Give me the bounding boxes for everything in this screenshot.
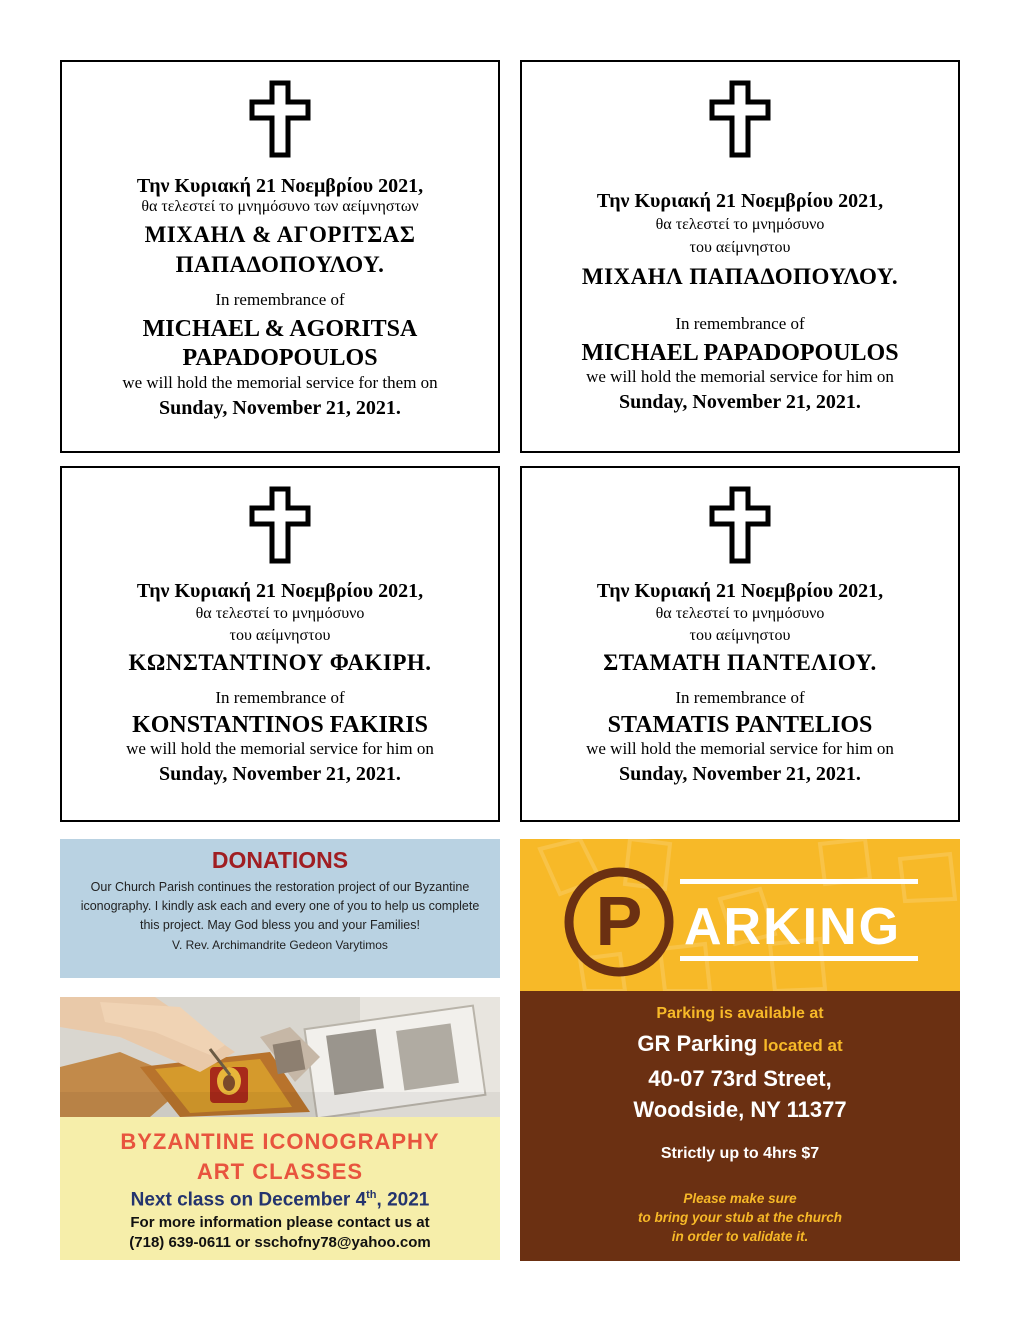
english-name: STAMATIS PANTELIOS — [607, 711, 873, 738]
iconography-photo — [60, 997, 500, 1117]
english-name: MICHAEL PAPADOPOULOS — [581, 339, 899, 366]
remembrance-label: In remembrance of — [675, 314, 805, 334]
parking-address: 40-07 73rd Street, Woodside, NY 11377 — [633, 1066, 847, 1122]
parking-rate: Strictly up to 4hrs $7 — [660, 1145, 820, 1162]
located-at-text: located at — [763, 1036, 843, 1055]
contact-line: For more information please contact us at — [130, 1214, 430, 1231]
greek-date: Την Κυριακή 21 Νοεμβρίου 2021, — [596, 190, 884, 212]
donations-body: Our Church Parish continues the restoration project of our Byzantine iconography. I kindly ask each and every one of you to help us complete this project. May God bless you and your Families! — [80, 880, 480, 932]
contact-details: (718) 639-0611 or sschofny78@yahoo.com — [129, 1234, 431, 1251]
iconography-title-line1: BYZANTINE ICONOGRAPHY — [120, 1129, 440, 1154]
english-name: PAPADOPOULOS — [182, 345, 378, 372]
greek-text: θα τελεστεί το μνημόσυνο — [655, 605, 825, 622]
greek-date: Την Κυριακή 21 Νοεμβρίου 2021, — [596, 580, 884, 602]
greek-text: θα τελεστεί το μνημόσυνο — [195, 605, 365, 622]
cross-icon — [709, 80, 771, 158]
parking-logo-letter: P — [595, 882, 643, 960]
parking-header — [520, 839, 960, 991]
parking-lot — [520, 1031, 960, 1057]
memorial-card-3 — [60, 466, 500, 822]
parking-logo-word: ARKING — [684, 898, 902, 956]
memorial-card-2 — [520, 60, 960, 453]
donations-signature: V. Rev. Archimandrite Gedeon Varytimos — [172, 938, 388, 953]
cross-icon — [249, 486, 311, 564]
remembrance-label: In remembrance of — [675, 688, 805, 708]
greek-name: ΚΩΝΣΤΑΝΤΙΝΟΥ ΦΑΚΙΡΗ. — [128, 649, 432, 675]
greek-name: ΜΙΧΑΗΛ ΠΑΠΑΔΟΠΟΥΛΟΥ. — [581, 263, 899, 289]
service-date: Sunday, November 21, 2021. — [619, 762, 861, 785]
greek-name: ΣΤΑΜΑΤΗ ΠΑΝΤΕΛΙΟΥ. — [603, 649, 877, 675]
greek-text: του αείμνηστου — [689, 627, 791, 645]
service-date: Sunday, November 21, 2021. — [159, 396, 401, 419]
service-text: we will hold the memorial service for him on — [586, 739, 894, 759]
greek-date: Την Κυριακή 21 Νοεμβρίου 2021, — [136, 580, 424, 602]
service-text: we will hold the memorial service for him on — [126, 739, 434, 759]
parking-details — [520, 991, 960, 1261]
iconography-title-line2: ART CLASSES — [196, 1159, 364, 1184]
greek-date: Την Κυριακή 21 Νοεμβρίου 2021, — [136, 175, 424, 197]
contact-info — [60, 1213, 500, 1253]
cross-icon — [709, 486, 771, 564]
donations-title: DONATIONS — [211, 847, 349, 873]
parking-available-text: Parking is available at — [656, 1005, 824, 1022]
cross-icon — [249, 80, 311, 158]
iconography-panel — [60, 997, 500, 1260]
next-class-date: Next class on December 4th, 2021 — [130, 1189, 430, 1211]
greek-text: του αείμνηστου — [689, 239, 791, 257]
service-date: Sunday, November 21, 2021. — [159, 762, 401, 785]
english-name: MICHAEL & AGORITSA — [142, 315, 418, 342]
iconography-title — [60, 1127, 500, 1187]
parking-panel — [520, 839, 960, 1261]
parking-note: Please make sure to bring your stub at the church in order to validate it. — [637, 1191, 842, 1244]
donations-panel — [60, 839, 500, 978]
greek-name: ΠΑΠΑΔΟΠΟΥΛΟΥ. — [175, 251, 385, 277]
service-date: Sunday, November 21, 2021. — [619, 390, 861, 413]
service-text: we will hold the memorial service for him on — [586, 367, 894, 387]
memorial-card-4 — [520, 466, 960, 822]
remembrance-label: In remembrance of — [215, 290, 345, 310]
greek-text: του αείμνηστου — [229, 627, 331, 645]
greek-text: θα τελεστεί το μνημόσυνο των αείμνηστων — [141, 198, 419, 215]
greek-name: ΜΙΧΑΗΛ & ΑΓΟΡΙΤΣΑΣ — [144, 222, 416, 248]
english-name: KONSTANTINOS FAKIRIS — [132, 711, 428, 738]
memorial-card-1 — [60, 60, 500, 453]
greek-text: θα τελεστεί το μνημόσυνο — [655, 216, 825, 233]
parking-lot-name: GR Parking — [637, 1031, 758, 1056]
parking-logo — [520, 839, 960, 991]
remembrance-label: In remembrance of — [215, 688, 345, 708]
service-text: we will hold the memorial service for them on — [122, 373, 438, 392]
